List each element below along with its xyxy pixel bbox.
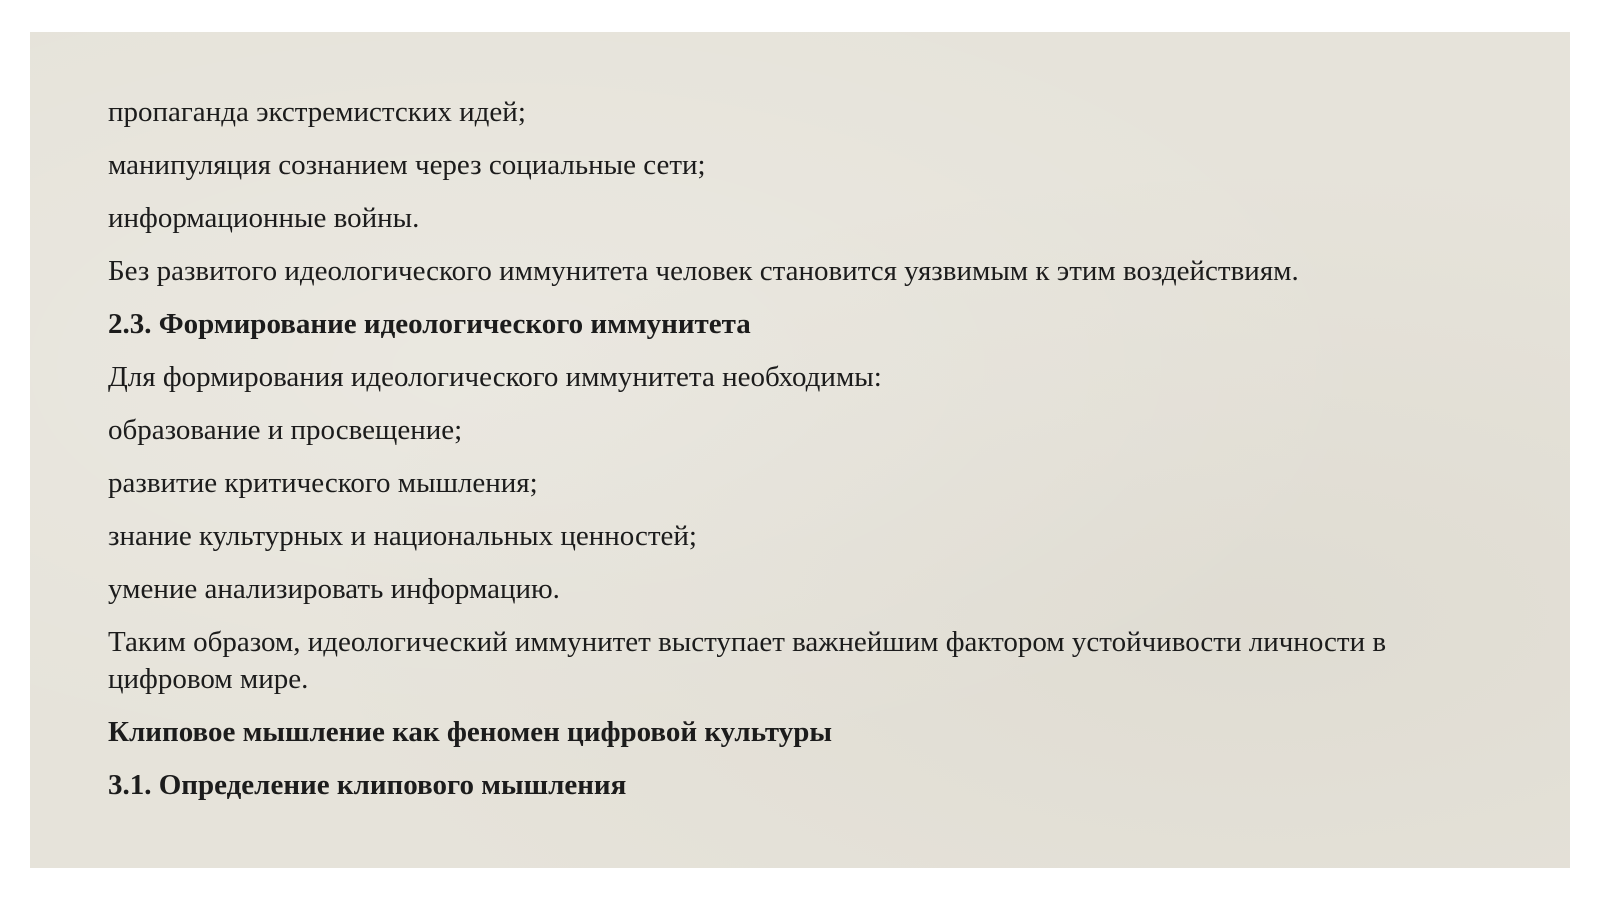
list-item-cultural-values: знание культурных и национальных ценностей; — [108, 520, 697, 552]
section-heading-3-1: 3.1. Определение клипового мышления — [108, 769, 627, 801]
list-item-critical-thinking: развитие критического мышления; — [108, 467, 538, 499]
slide-text-body — [108, 94, 1508, 820]
paragraph-requirements-intro: Для формирования идеологического иммунитета необходимы: — [108, 361, 882, 393]
paragraph-vulnerability: Без развитого идеологического иммунитета человек становится уязвимым к этим воздействиям. — [108, 255, 1299, 287]
list-item-education: образование и просвещение; — [108, 414, 463, 446]
paragraph-conclusion: Таким образом, идеологический иммунитет выступает важнейшим фактором устойчивости личности в цифровом мире. — [108, 626, 1387, 695]
list-item-extremist-propaganda: пропаганда экстремистских идей; — [108, 96, 526, 128]
section-heading-2-3: 2.3. Формирование идеологического иммунитета — [108, 308, 751, 340]
list-item-manipulation: манипуляция сознанием через социальные сети; — [108, 149, 706, 181]
section-heading-clip-thinking: Клиповое мышление как феномен цифровой культуры — [108, 716, 833, 748]
list-item-information-wars: информационные войны. — [108, 202, 420, 234]
list-item-analyze-information: умение анализировать информацию. — [108, 573, 560, 605]
slide — [30, 32, 1570, 868]
